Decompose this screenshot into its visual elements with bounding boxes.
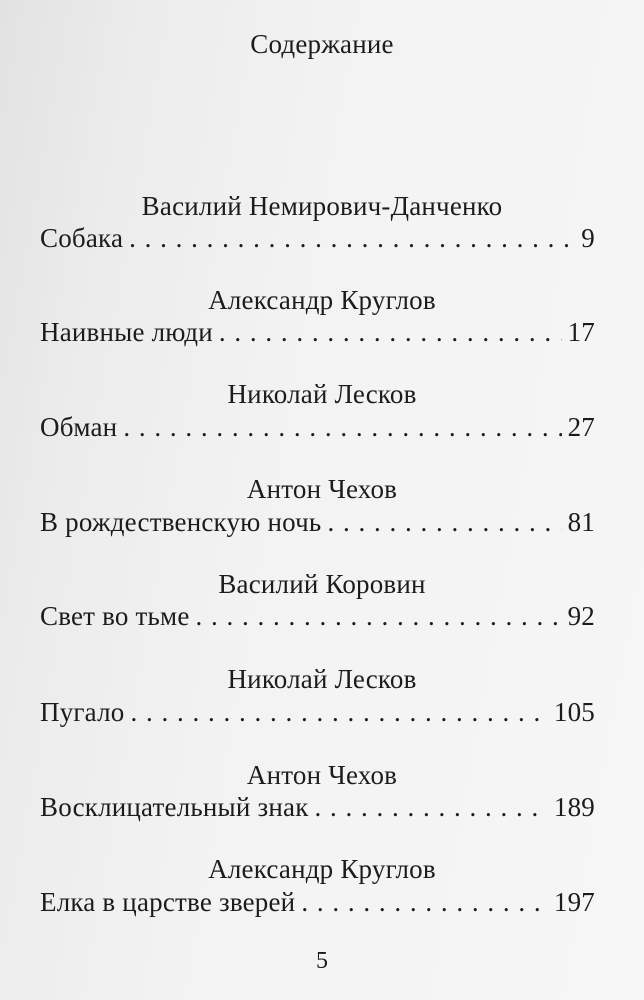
leader-dots [129,220,575,256]
toc-entry [40,314,595,350]
entry-author: Николай Лесков [227,379,417,409]
entry-author: Николай Лесков [227,664,417,694]
entry-page: 189 [553,792,595,822]
entry-story: В рождественскую ночь [40,507,322,537]
entry-author: Василий Немирович-Данченко [141,191,503,221]
entry-author: Александр Круглов [208,854,436,884]
contents-title: Содержание [250,29,394,59]
entry-story: Пугало [40,697,125,727]
entry-page: 197 [553,887,595,917]
entry-author: Антон Чехов [246,760,398,790]
toc-entry [40,884,595,920]
entry-page: 81 [567,507,595,537]
entry-author: Антон Чехов [246,474,398,504]
leader-dots [301,884,548,920]
entry-page: 17 [567,317,595,347]
entry-author: Василий Коровин [218,569,426,599]
entry-page: 9 [581,223,595,253]
toc-entry [40,694,595,730]
leader-dots [196,598,562,634]
entry-story: Обман [40,412,118,442]
toc-entry [40,409,595,445]
entry-story: Свет во тьме [40,601,190,631]
leader-dots [219,314,562,350]
entry-page: 27 [567,412,595,442]
toc-entry [40,789,595,825]
entry-page: 105 [553,697,595,727]
entry-author: Александр Круглов [208,285,436,315]
entry-story: Собака [40,223,124,253]
toc-entry [40,504,595,540]
entry-story: Елка в царстве зверей [40,887,296,917]
entry-story: Наивные люди [40,317,213,347]
toc-entry [40,598,595,634]
leader-dots [130,694,547,730]
toc-entry [40,220,595,256]
entry-page: 92 [567,601,595,631]
leader-dots [315,789,548,825]
page-number: 5 [316,948,328,974]
leader-dots [327,504,561,540]
entry-story: Восклицательный знак [40,792,309,822]
leader-dots [123,409,561,445]
